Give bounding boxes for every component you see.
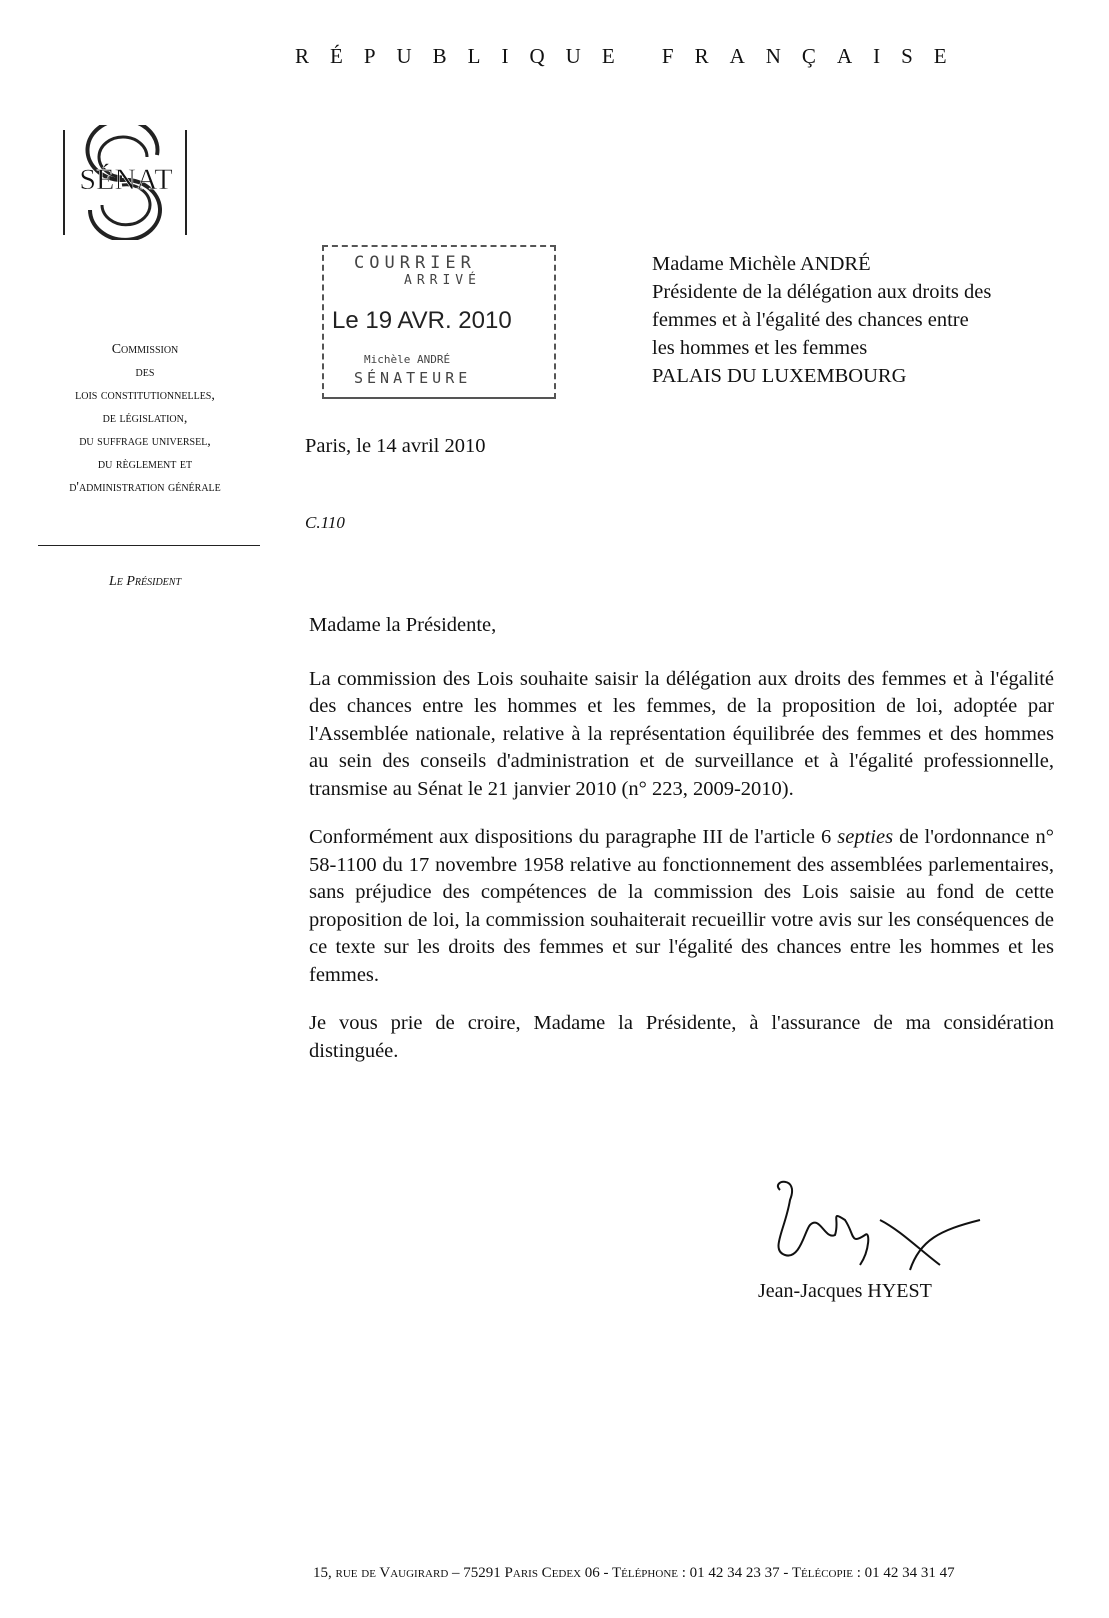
commission-name <box>20 338 270 499</box>
closing: Je vous prie de croire, Madame la Présidente, à l'assurance de ma considération distinguée. <box>309 1012 1054 1062</box>
letter-date: Paris, le 14 avril 2010 <box>305 435 486 457</box>
letter-reference: C.110 <box>305 513 345 532</box>
stamp-line: ARRIVÉ <box>404 273 481 288</box>
divider <box>38 545 260 546</box>
stamp-line: COURRIER <box>354 253 476 273</box>
stamp-line: SÉNATEURE <box>354 369 472 387</box>
senat-logo <box>62 125 190 240</box>
paragraph-text: de l'ordonnance n° 58-1100 du 17 novembre 1958 relative au fonctionnement des assemblées parlementaires, sans préjudice des compétences de la commission des Lois saisie au fond de cette proposition de loi, la commission souhaiterait recueillir votre avis sur les conséquences de ce texte sur les droits des femmes et sur l'égalité des chances entre les hommes et les femmes. <box>309 826 1054 986</box>
commission-line: du suffrage universel, <box>79 434 211 449</box>
recipient-line: Madame Michèle ANDRÉ <box>652 253 871 275</box>
commission-line: du règlement et <box>97 457 193 472</box>
recipient-line: femmes et à l'égalité des chances entre <box>652 309 969 331</box>
stamp-date: Le 19 AVR. 2010 <box>332 307 512 334</box>
received-stamp <box>322 245 556 399</box>
sender-role: Le Président <box>108 574 182 589</box>
paragraph: La commission des Lois souhaite saisir la délégation aux droits des femmes et à l'égalité des chances entre les hommes et les femmes, de la proposition de loi, adoptée par l'Assemblée nationale, relative à la représentation équilibrée des femmes et des hommes au sein des conseils d'administration et de surveillance et à l'égalité professionnelle, transmise au Sénat le 21 janvier 2010 (n° 223, 2009-2010). <box>309 667 1054 800</box>
footer-address: 15, rue de Vaugirard – 75291 Paris Cedex 06 - Téléphone : 01 42 34 23 37 - Télécopie : 01 42 34 31 47 <box>313 1565 955 1581</box>
signatory-name: Jean-Jacques HYEST <box>758 1280 932 1302</box>
recipient-address <box>652 250 991 390</box>
recipient-line: Présidente de la délégation aux droits des <box>652 281 992 303</box>
commission-line: de législation, <box>102 411 188 426</box>
recipient-line: les hommes et les femmes <box>652 337 868 359</box>
republique-francaise-header: RÉPUBLIQUE FRANÇAISE <box>295 44 968 68</box>
recipient-line: PALAIS DU LUXEMBOURG <box>652 365 907 387</box>
commission-line: lois constitutionnelles, <box>75 388 215 403</box>
handwritten-signature <box>770 1180 1000 1280</box>
svg-text:SÉNAT: SÉNAT <box>79 163 173 196</box>
commission-line: Commission <box>111 342 179 357</box>
paragraph-italic: septies <box>837 826 894 848</box>
stamp-line: Michèle ANDRÉ <box>364 353 451 366</box>
commission-line: des <box>135 365 155 380</box>
letter-body <box>309 612 1054 1086</box>
paragraph <box>309 824 1054 989</box>
paragraph-text: Conformément aux dispositions du paragraphe III de l'article 6 <box>309 826 838 848</box>
salutation: Madame la Présidente, <box>309 614 497 636</box>
commission-line: d'administration générale <box>69 480 221 495</box>
